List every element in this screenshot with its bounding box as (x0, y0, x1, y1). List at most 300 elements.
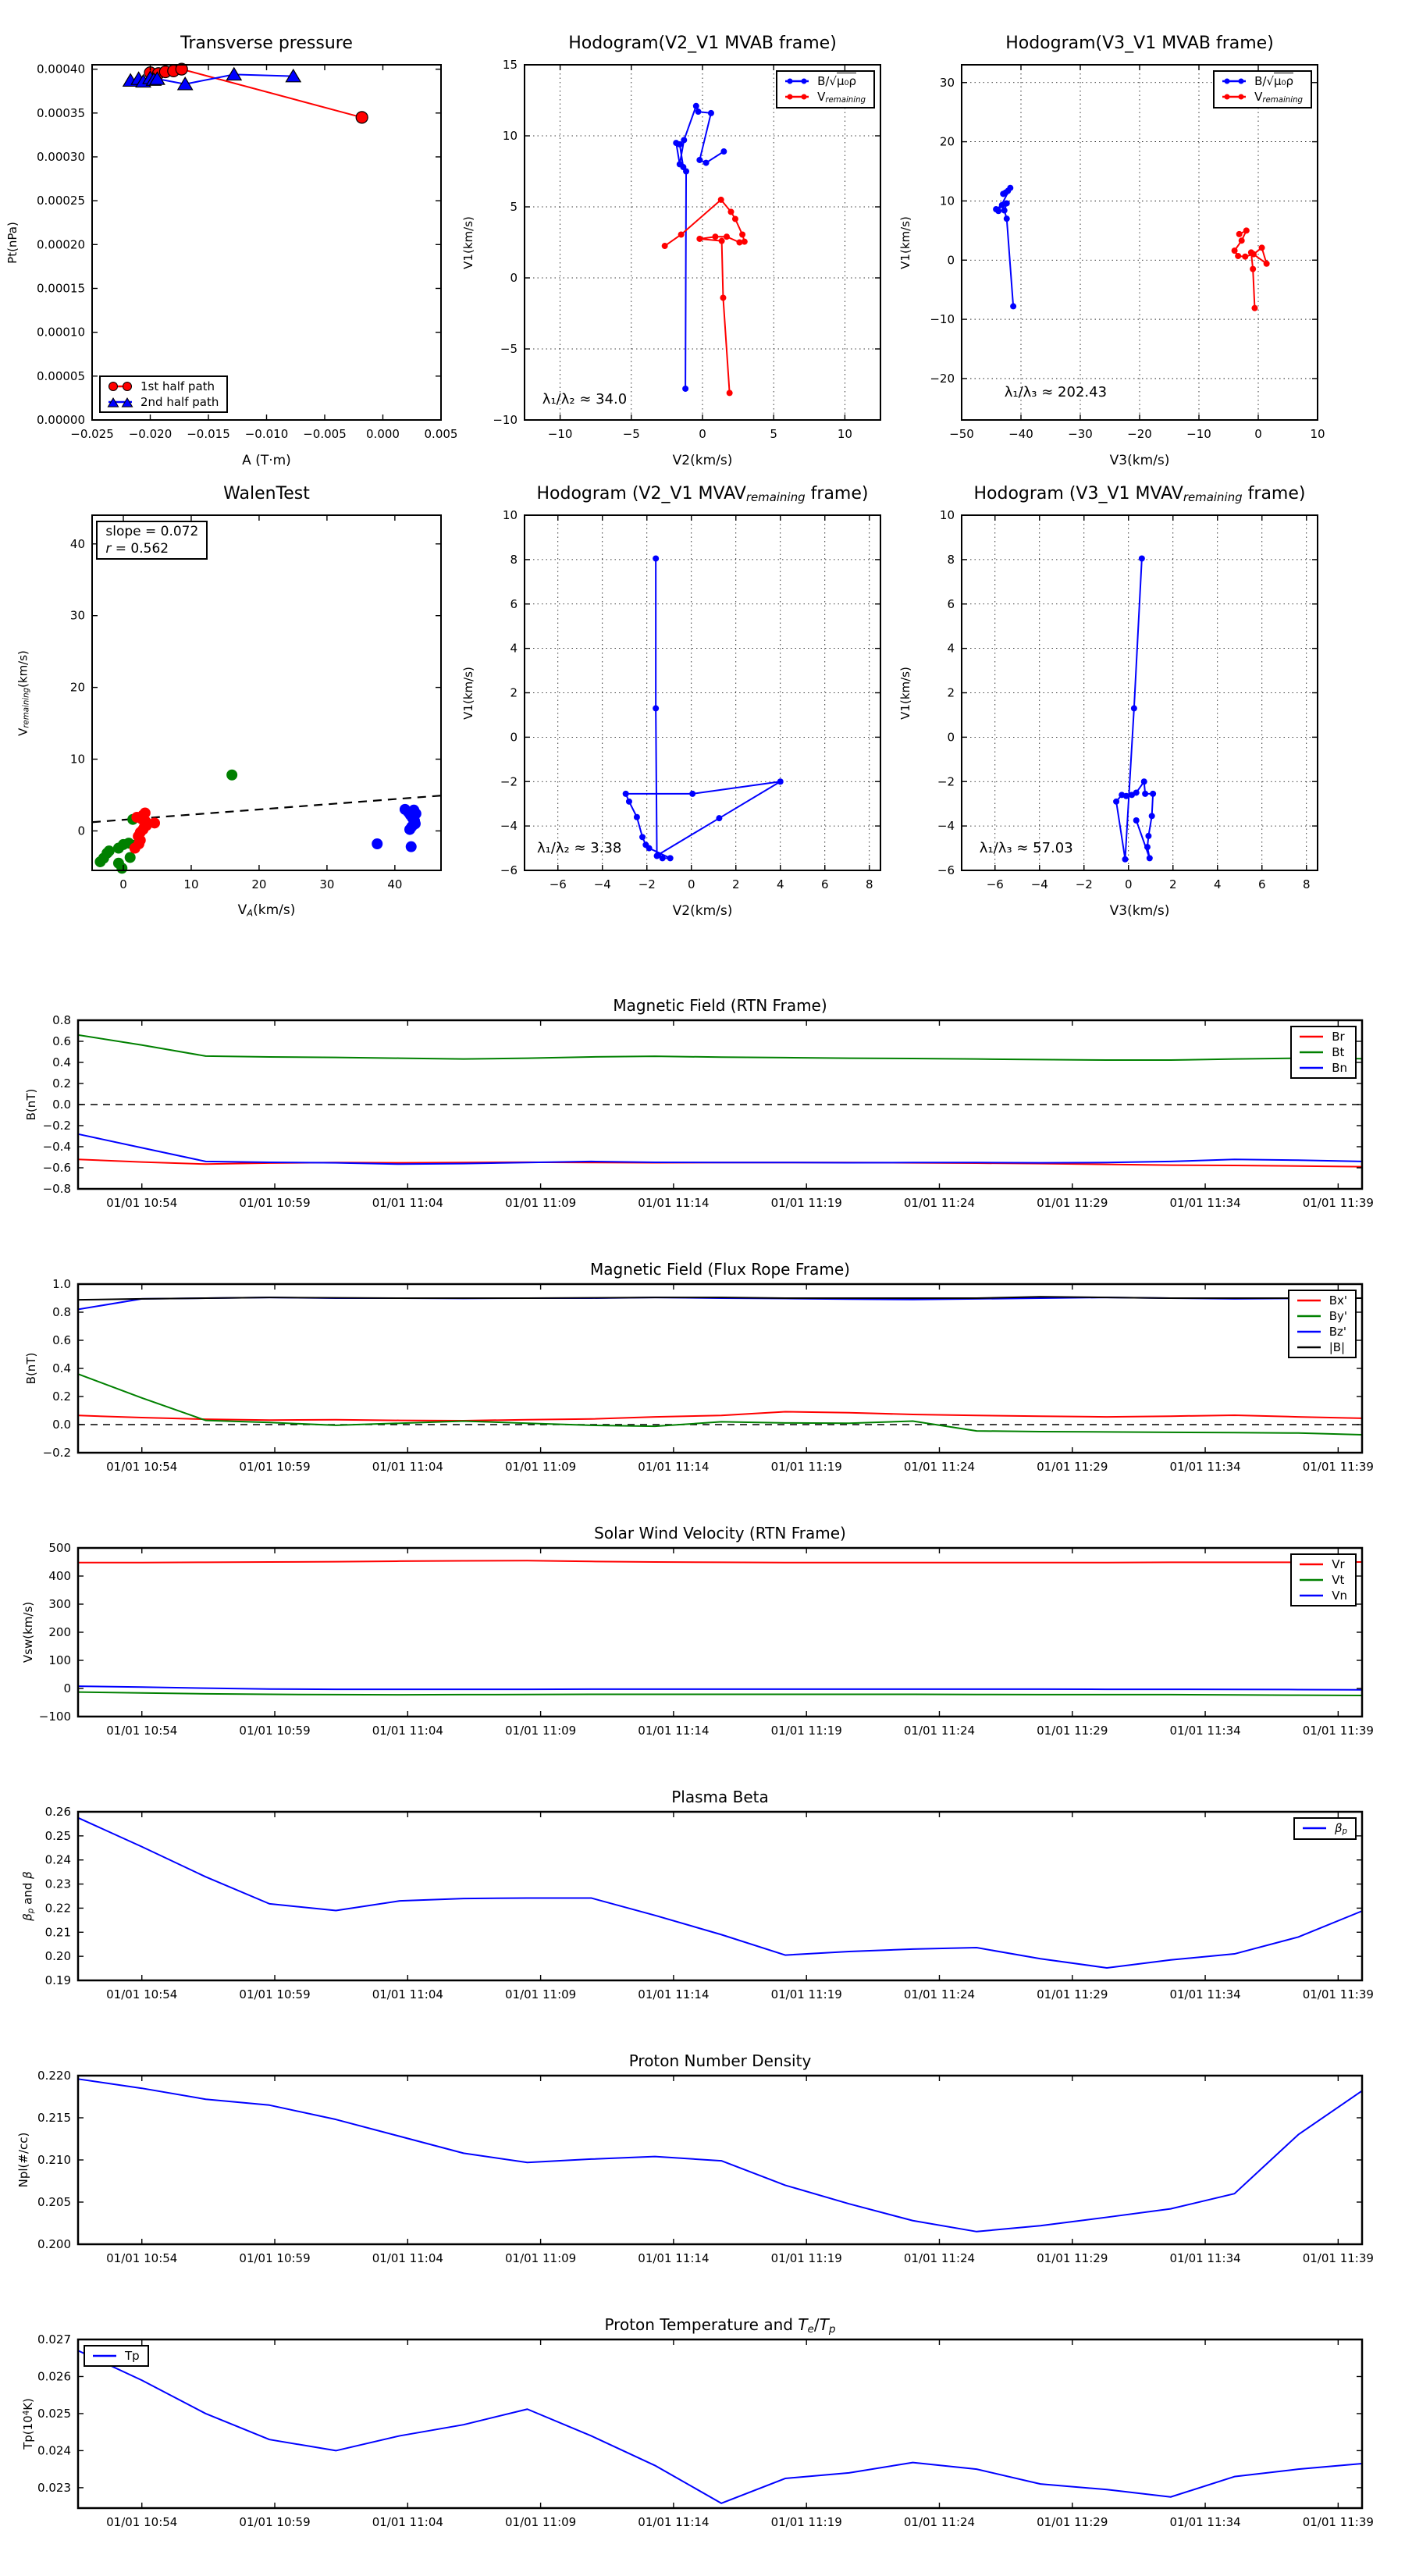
legend-swatch (107, 396, 133, 408)
legend-item (1221, 90, 1303, 105)
legend-label: Bz' (1329, 1325, 1346, 1339)
svg-text:−4: −4 (1030, 877, 1048, 891)
legend (99, 375, 228, 413)
svg-text:−20: −20 (930, 371, 955, 386)
plot-canvas (493, 58, 880, 441)
svg-text:−0.005: −0.005 (303, 427, 347, 441)
legend-swatch (1298, 1062, 1325, 1074)
svg-text:6: 6 (1257, 877, 1266, 891)
svg-text:01/01 11:34: 01/01 11:34 (1169, 1724, 1241, 1738)
svg-text:8: 8 (1302, 877, 1311, 891)
svg-text:0: 0 (77, 824, 85, 838)
plot-canvas (937, 508, 1318, 891)
x-axis-label: V2(km/s) (672, 903, 733, 919)
svg-text:01/01 10:59: 01/01 10:59 (239, 1196, 311, 1210)
x-axis-label: V3(km/s) (1109, 903, 1170, 919)
svg-text:0.000: 0.000 (366, 427, 400, 441)
y-axis-label: $Tp(10^4K)$ (21, 2398, 35, 2450)
svg-text:−20: −20 (1127, 427, 1152, 441)
svg-text:01/01 11:19: 01/01 11:19 (770, 1460, 842, 1474)
legend-item (1296, 1309, 1347, 1323)
plot-title: Hodogram (V3_V1 MVAVremaining frame) (973, 484, 1306, 505)
plot-proton-number-density (16, 2051, 1374, 2265)
annotation-line: λ₁/λ₂ ≈ 34.0 (542, 391, 628, 408)
svg-text:0.0: 0.0 (52, 1418, 71, 1432)
svg-text:01/01 10:59: 01/01 10:59 (239, 1724, 311, 1738)
legend-swatch (1298, 1046, 1325, 1059)
svg-text:20: 20 (69, 680, 85, 695)
plot-walen-test (16, 484, 441, 919)
svg-text:2: 2 (731, 877, 740, 891)
legend-item (1298, 1061, 1347, 1075)
svg-text:01/01 10:59: 01/01 10:59 (239, 1460, 311, 1474)
legend-swatch (1296, 1325, 1322, 1338)
legend-swatch (1298, 1558, 1325, 1571)
svg-text:2: 2 (947, 685, 955, 700)
svg-text:01/01 11:34: 01/01 11:34 (1169, 2515, 1241, 2529)
svg-text:0.215: 0.215 (37, 2111, 71, 2125)
svg-text:4: 4 (1213, 877, 1222, 891)
y-axis-label: B(nT) (24, 1352, 38, 1385)
svg-text:−6: −6 (937, 863, 955, 877)
plot-title: Hodogram (V2_V1 MVAVremaining frame) (536, 484, 869, 505)
svg-text:01/01 11:24: 01/01 11:24 (903, 1987, 976, 2001)
svg-text:−6: −6 (500, 863, 518, 877)
legend-swatch (91, 2350, 118, 2362)
svg-text:0.4: 0.4 (52, 1361, 71, 1375)
svg-text:01/01 11:24: 01/01 11:24 (903, 1460, 976, 1474)
svg-text:01/01 11:19: 01/01 11:19 (770, 1196, 842, 1210)
legend-item (91, 2349, 140, 2363)
svg-text:01/01 11:39: 01/01 11:39 (1302, 2251, 1374, 2265)
plot-magnetic-field-flux-rope (24, 1260, 1374, 1474)
svg-text:8: 8 (947, 552, 955, 567)
legend-item (1298, 1573, 1347, 1587)
svg-text:−4: −4 (593, 877, 611, 891)
svg-text:01/01 10:54: 01/01 10:54 (106, 1987, 178, 2001)
svg-text:10: 10 (183, 877, 199, 891)
plot-title: Proton Number Density (628, 2051, 812, 2070)
legend-swatch (1301, 1822, 1328, 1834)
legend-item (1298, 1589, 1347, 1603)
plot-canvas (37, 2332, 1374, 2529)
legend-item (1296, 1293, 1347, 1308)
y-axis-label: Npl(#/cc) (16, 2132, 30, 2188)
svg-text:10: 10 (502, 508, 518, 522)
svg-text:01/01 11:29: 01/01 11:29 (1037, 2251, 1108, 2265)
legend-label: B/√μ₀ρ (1254, 74, 1294, 88)
svg-text:01/01 11:39: 01/01 11:39 (1302, 1724, 1374, 1738)
annotation-line: λ₁/λ₃ ≈ 202.43 (1004, 383, 1108, 400)
svg-text:0.2: 0.2 (52, 1076, 71, 1091)
svg-text:0.00010: 0.00010 (36, 325, 85, 340)
svg-text:0.22: 0.22 (44, 1901, 71, 1916)
svg-text:0.00035: 0.00035 (36, 105, 85, 120)
svg-text:01/01 11:29: 01/01 11:29 (1037, 1987, 1108, 2001)
y-axis-label: B(nT) (24, 1088, 38, 1121)
plot-canvas (44, 1805, 1374, 2001)
svg-text:01/01 11:19: 01/01 11:19 (770, 2251, 842, 2265)
plot-plasma-beta (20, 1788, 1374, 2001)
legend (776, 70, 875, 109)
svg-text:01/01 11:04: 01/01 11:04 (372, 2515, 443, 2529)
svg-text:01/01 11:04: 01/01 11:04 (372, 1724, 443, 1738)
annotation-line: slope = 0.072 (105, 523, 199, 539)
svg-text:01/01 11:24: 01/01 11:24 (903, 1196, 976, 1210)
svg-text:−0.020: −0.020 (128, 427, 173, 441)
svg-text:01/01 10:59: 01/01 10:59 (239, 2251, 311, 2265)
svg-text:0: 0 (1124, 877, 1133, 891)
legend-item (1221, 74, 1303, 88)
svg-text:−10: −10 (547, 427, 573, 441)
svg-text:01/01 11:19: 01/01 11:19 (770, 1987, 842, 2001)
svg-text:01/01 11:14: 01/01 11:14 (638, 1460, 710, 1474)
svg-text:01/01 11:29: 01/01 11:29 (1037, 1460, 1108, 1474)
plot-canvas (69, 515, 441, 891)
plot-hodogram-v3v1-mvab (898, 34, 1325, 468)
plot-title: Magnetic Field (Flux Rope Frame) (590, 1260, 850, 1279)
svg-text:30: 30 (939, 75, 955, 90)
svg-text:0.26: 0.26 (44, 1805, 71, 1819)
svg-text:0.024: 0.024 (37, 2443, 71, 2458)
svg-text:0.00030: 0.00030 (36, 149, 85, 164)
svg-text:0.00020: 0.00020 (36, 237, 85, 252)
legend-item (784, 74, 866, 88)
plot-canvas (37, 2069, 1374, 2265)
legend-swatch (1298, 1574, 1325, 1586)
legend-item (107, 379, 219, 393)
legend-item (1296, 1340, 1347, 1354)
plot-title: Proton Temperature and Te/Tp (604, 2315, 836, 2336)
y-axis-label: βp and β (20, 1871, 36, 1921)
svg-text:01/01 11:34: 01/01 11:34 (1169, 1460, 1241, 1474)
svg-text:0: 0 (510, 730, 518, 745)
svg-text:40: 40 (387, 877, 403, 891)
plot-title: Hodogram(V2_V1 MVAB frame) (568, 34, 837, 53)
legend-swatch (1296, 1294, 1322, 1307)
svg-text:−2: −2 (500, 774, 518, 789)
svg-text:0: 0 (510, 271, 518, 285)
plot-canvas (930, 65, 1325, 441)
svg-text:−0.010: −0.010 (244, 427, 289, 441)
legend-label: Vremaining (817, 90, 866, 105)
legend (1288, 1290, 1357, 1358)
svg-text:0: 0 (687, 877, 695, 891)
legend-swatch (1296, 1310, 1322, 1322)
legend-label: B/√μ₀ρ (817, 74, 857, 88)
plot-title: Hodogram(V3_V1 MVAB frame) (1005, 34, 1274, 53)
svg-text:5: 5 (770, 427, 777, 441)
plot-title: Plasma Beta (671, 1788, 769, 1806)
legend-swatch (784, 75, 810, 87)
y-axis-label: Pt(nPa) (5, 221, 20, 264)
svg-text:0.0: 0.0 (52, 1098, 71, 1112)
annotation (542, 391, 627, 407)
svg-text:0.00000: 0.00000 (36, 413, 85, 427)
svg-text:01/01 11:29: 01/01 11:29 (1037, 1196, 1108, 1210)
plot-title: Transverse pressure (180, 34, 353, 53)
svg-text:400: 400 (48, 1569, 71, 1583)
svg-text:−5: −5 (622, 427, 640, 441)
plot-hodogram-v2v1-mvav (461, 484, 880, 919)
svg-text:−2: −2 (937, 774, 955, 789)
svg-text:0.00005: 0.00005 (36, 368, 85, 383)
svg-text:01/01 11:09: 01/01 11:09 (504, 1196, 577, 1210)
svg-text:30: 30 (319, 877, 335, 891)
legend-swatch (1298, 1030, 1325, 1043)
svg-text:0.25: 0.25 (44, 1828, 71, 1843)
svg-text:0.00040: 0.00040 (36, 62, 85, 76)
svg-text:01/01 10:54: 01/01 10:54 (106, 1460, 178, 1474)
x-axis-label: V2(km/s) (672, 453, 733, 468)
svg-text:01/01 11:19: 01/01 11:19 (770, 2515, 842, 2529)
svg-text:01/01 10:59: 01/01 10:59 (239, 1987, 311, 2001)
plot-magnetic-field-rtn (24, 996, 1374, 1210)
svg-text:−0.4: −0.4 (42, 1140, 71, 1154)
svg-text:1.0: 1.0 (52, 1277, 71, 1291)
legend-label: |B| (1329, 1340, 1346, 1354)
svg-text:01/01 11:14: 01/01 11:14 (638, 1724, 710, 1738)
svg-text:−0.2: −0.2 (42, 1119, 71, 1133)
svg-text:01/01 11:29: 01/01 11:29 (1037, 2515, 1108, 2529)
legend-swatch (1221, 75, 1247, 87)
svg-text:0.00025: 0.00025 (36, 194, 85, 208)
svg-text:15: 15 (502, 58, 518, 72)
plot-canvas (42, 1013, 1374, 1210)
y-axis-label: Vremaining(km/s) (16, 649, 31, 736)
svg-text:0.205: 0.205 (37, 2195, 71, 2209)
svg-text:100: 100 (48, 1653, 71, 1667)
legend-label: Vremaining (1254, 90, 1303, 105)
svg-text:0.23: 0.23 (44, 1877, 71, 1891)
legend-label: Tp (125, 2349, 140, 2363)
svg-text:0.24: 0.24 (44, 1852, 71, 1867)
svg-text:30: 30 (69, 608, 85, 623)
svg-text:01/01 11:34: 01/01 11:34 (1169, 1196, 1241, 1210)
legend-swatch (107, 380, 133, 393)
svg-text:0: 0 (947, 253, 955, 268)
svg-text:−0.6: −0.6 (42, 1161, 71, 1175)
svg-text:−4: −4 (500, 819, 518, 834)
plot-canvas (42, 1277, 1374, 1474)
plot-hodogram-v3v1-mvav (898, 484, 1318, 919)
svg-text:01/01 10:54: 01/01 10:54 (106, 2251, 178, 2265)
svg-text:6: 6 (947, 596, 955, 611)
svg-text:−0.2: −0.2 (42, 1446, 71, 1460)
svg-text:01/01 11:39: 01/01 11:39 (1302, 2515, 1374, 2529)
svg-text:−10: −10 (1186, 427, 1211, 441)
legend-item (107, 395, 219, 409)
svg-text:−6: −6 (986, 877, 1004, 891)
svg-text:−30: −30 (1068, 427, 1093, 441)
svg-text:−6: −6 (549, 877, 567, 891)
svg-text:5: 5 (510, 200, 518, 214)
svg-text:4: 4 (510, 641, 518, 656)
svg-text:−10: −10 (930, 312, 955, 327)
plot-proton-temperature (21, 2315, 1374, 2529)
legend-item (1296, 1325, 1347, 1339)
svg-text:01/01 11:09: 01/01 11:09 (504, 1460, 577, 1474)
svg-text:4: 4 (947, 641, 955, 656)
svg-text:0.8: 0.8 (52, 1305, 71, 1319)
svg-text:−2: −2 (638, 877, 656, 891)
svg-text:01/01 11:34: 01/01 11:34 (1169, 2251, 1241, 2265)
legend-label: By' (1329, 1309, 1347, 1323)
svg-text:200: 200 (48, 1625, 71, 1639)
y-axis-label: Vsw(km/s) (21, 1601, 35, 1663)
svg-text:0.00015: 0.00015 (36, 281, 85, 296)
svg-text:−50: −50 (949, 427, 974, 441)
annotation-line: r = 0.562 (105, 540, 169, 557)
svg-text:2: 2 (1168, 877, 1177, 891)
legend-swatch (1298, 1589, 1325, 1602)
legend-label: 2nd half path (140, 395, 219, 409)
legend (1290, 1026, 1357, 1079)
svg-text:0: 0 (119, 877, 127, 891)
svg-text:−40: −40 (1008, 427, 1033, 441)
annotation (980, 840, 1073, 856)
annotation (96, 521, 208, 560)
legend-item (1298, 1557, 1347, 1571)
svg-text:01/01 11:04: 01/01 11:04 (372, 2251, 443, 2265)
annotation (1005, 384, 1107, 400)
y-axis-label: V1(km/s) (461, 666, 475, 720)
svg-text:0.200: 0.200 (37, 2237, 71, 2251)
svg-text:10: 10 (837, 427, 852, 441)
svg-text:0.2: 0.2 (52, 1389, 71, 1404)
svg-text:01/01 10:54: 01/01 10:54 (106, 2515, 178, 2529)
plot-canvas (38, 1541, 1374, 1738)
legend-label: Bt (1332, 1045, 1345, 1059)
svg-text:01/01 11:19: 01/01 11:19 (770, 1724, 842, 1738)
svg-text:6: 6 (510, 596, 518, 611)
svg-text:0.026: 0.026 (37, 2369, 71, 2384)
svg-text:0.19: 0.19 (44, 1973, 71, 1987)
svg-text:40: 40 (69, 536, 85, 551)
svg-text:0.20: 0.20 (44, 1949, 71, 1964)
svg-text:20: 20 (251, 877, 267, 891)
annotation-line: λ₁/λ₂ ≈ 3.38 (536, 839, 622, 856)
svg-text:−100: −100 (38, 1710, 71, 1724)
svg-text:10: 10 (939, 508, 955, 522)
svg-text:01/01 11:39: 01/01 11:39 (1302, 1460, 1374, 1474)
svg-text:0: 0 (63, 1681, 71, 1695)
svg-text:01/01 11:24: 01/01 11:24 (903, 1724, 976, 1738)
svg-text:0.4: 0.4 (52, 1055, 71, 1069)
legend-label: Bn (1332, 1061, 1347, 1075)
plot-hodogram-v2v1-mvab (461, 34, 880, 468)
legend-item (1301, 1821, 1347, 1836)
plot-transverse-pressure (5, 34, 458, 468)
plot-title: Solar Wind Velocity (RTN Frame) (594, 1524, 846, 1542)
svg-text:−0.8: −0.8 (42, 1182, 71, 1196)
legend-item (1298, 1045, 1347, 1059)
svg-text:01/01 11:14: 01/01 11:14 (638, 2251, 710, 2265)
svg-text:01/01 10:54: 01/01 10:54 (106, 1196, 178, 1210)
legend-swatch (784, 91, 810, 103)
svg-text:01/01 11:39: 01/01 11:39 (1302, 1196, 1374, 1210)
legend-label: Bx' (1329, 1293, 1347, 1308)
svg-text:0: 0 (699, 427, 706, 441)
svg-text:01/01 11:34: 01/01 11:34 (1169, 1987, 1241, 2001)
svg-text:2: 2 (510, 685, 518, 700)
svg-text:20: 20 (939, 134, 955, 149)
plot-title: WalenTest (223, 484, 310, 503)
y-axis-label: V1(km/s) (898, 215, 912, 269)
svg-text:0.023: 0.023 (37, 2480, 71, 2495)
svg-text:01/01 11:04: 01/01 11:04 (372, 1460, 443, 1474)
svg-text:01/01 11:39: 01/01 11:39 (1302, 1987, 1374, 2001)
legend-label: 1st half path (140, 379, 215, 393)
svg-text:6: 6 (820, 877, 829, 891)
legend-swatch (1221, 91, 1247, 103)
annotation (537, 840, 621, 856)
legend (1293, 1817, 1357, 1840)
svg-text:500: 500 (48, 1541, 71, 1555)
y-axis-label: V1(km/s) (461, 215, 475, 269)
svg-text:01/01 11:14: 01/01 11:14 (638, 1196, 710, 1210)
svg-text:8: 8 (865, 877, 873, 891)
svg-text:01/01 11:24: 01/01 11:24 (903, 2251, 976, 2265)
svg-text:01/01 10:54: 01/01 10:54 (106, 1724, 178, 1738)
svg-text:0.025: 0.025 (37, 2406, 71, 2421)
svg-text:01/01 11:09: 01/01 11:09 (504, 2515, 577, 2529)
legend-label: Br (1332, 1030, 1345, 1044)
svg-text:−0.015: −0.015 (187, 427, 230, 441)
svg-text:0: 0 (1254, 427, 1262, 441)
svg-text:01/01 11:14: 01/01 11:14 (638, 1987, 710, 2001)
plot-canvas (500, 508, 880, 891)
svg-text:01/01 10:59: 01/01 10:59 (239, 2515, 311, 2529)
svg-text:0.6: 0.6 (52, 1034, 71, 1048)
svg-text:01/01 11:09: 01/01 11:09 (504, 2251, 577, 2265)
svg-text:01/01 11:24: 01/01 11:24 (903, 2515, 976, 2529)
svg-text:10: 10 (1310, 427, 1325, 441)
svg-text:−5: −5 (500, 342, 518, 356)
legend-label: Vr (1332, 1557, 1345, 1571)
svg-text:−2: −2 (1075, 877, 1093, 891)
legend (1290, 1553, 1357, 1606)
svg-text:01/01 11:04: 01/01 11:04 (372, 1987, 443, 2001)
plot-canvas (36, 62, 458, 441)
svg-text:0.220: 0.220 (37, 2069, 71, 2083)
x-axis-label: A (T·m) (242, 453, 291, 468)
svg-text:4: 4 (776, 877, 784, 891)
svg-text:01/01 11:29: 01/01 11:29 (1037, 1724, 1108, 1738)
legend (84, 2345, 149, 2367)
svg-text:0.8: 0.8 (52, 1013, 71, 1027)
annotation-line: λ₁/λ₃ ≈ 57.03 (979, 839, 1073, 856)
svg-text:0.210: 0.210 (37, 2153, 71, 2167)
svg-text:0.6: 0.6 (52, 1333, 71, 1347)
svg-text:01/01 11:04: 01/01 11:04 (372, 1196, 443, 1210)
svg-text:−0.025: −0.025 (70, 427, 114, 441)
svg-text:10: 10 (939, 194, 955, 208)
svg-text:0: 0 (947, 730, 955, 745)
legend-label: Vt (1332, 1573, 1345, 1587)
svg-text:0.005: 0.005 (424, 427, 458, 441)
svg-text:10: 10 (502, 129, 518, 143)
svg-text:01/01 11:09: 01/01 11:09 (504, 1724, 577, 1738)
svg-text:01/01 11:14: 01/01 11:14 (638, 2515, 710, 2529)
svg-text:−10: −10 (493, 413, 518, 427)
legend (1213, 70, 1312, 109)
svg-text:10: 10 (69, 752, 85, 767)
legend-label: βp (1334, 1821, 1347, 1836)
svg-text:8: 8 (510, 552, 518, 567)
legend-label: Vn (1332, 1589, 1347, 1603)
svg-text:0.21: 0.21 (44, 1925, 71, 1940)
